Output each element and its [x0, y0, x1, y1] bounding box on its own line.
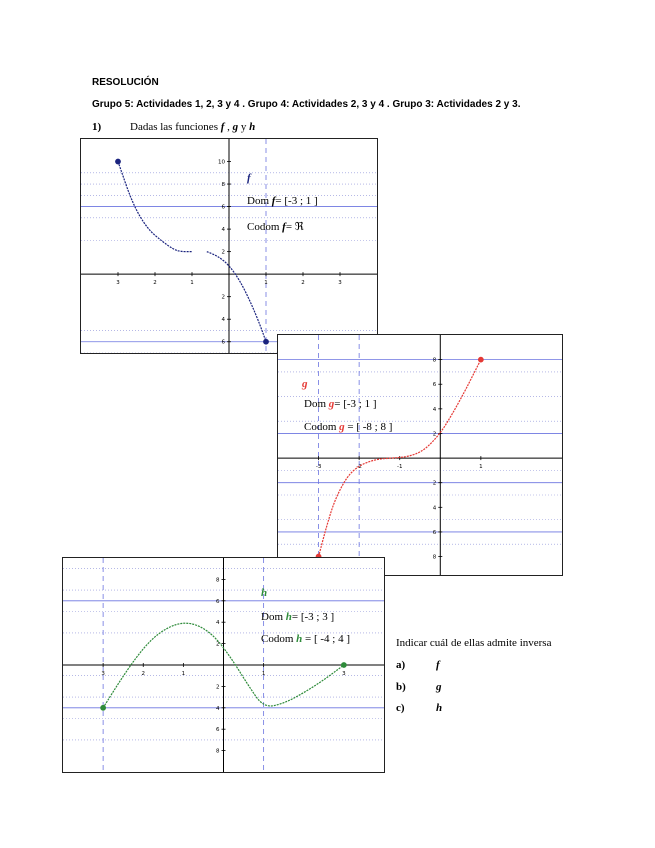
- graph-g-panel: [277, 334, 563, 576]
- graph-h-panel: [62, 557, 385, 773]
- graph-f-name: f: [247, 172, 251, 184]
- graph-h-codom: Codom h = [ -4 ; 4 ]: [261, 633, 351, 645]
- question-text: Dadas las funciones: [130, 121, 221, 133]
- y-tick-label: 4: [432, 406, 437, 413]
- graph-h-plot: [63, 558, 384, 772]
- y-tick-label: 4: [221, 227, 225, 234]
- graph-f-panel: [80, 138, 378, 354]
- graph-f-codom: Codom f= ℜ: [247, 221, 304, 233]
- question-sep1: ,: [224, 121, 233, 133]
- x-tick-label: -1: [396, 464, 403, 471]
- inverse-question: Indicar cuál de ellas admite inversa: [396, 637, 552, 649]
- x-tick-label: 1: [479, 464, 483, 471]
- curve-endpoint: [478, 357, 483, 362]
- question-h: h: [249, 121, 256, 133]
- graph-g-name: g: [302, 378, 308, 390]
- graph-h-dom: Dom h= [-3 ; 3 ]: [261, 611, 335, 623]
- y-tick-label: 8: [432, 554, 437, 561]
- groups-line: Grupo 5: Actividades 1, 2, 3 y 4 . Grupo 4: Actividades 2, 3 y 4 . Grupo 3: Actividades 2 y 3.: [92, 99, 521, 110]
- y-tick-label: 8: [216, 748, 220, 755]
- x-tick-label: -3: [315, 464, 322, 471]
- question-sep2: y: [238, 121, 250, 133]
- y-tick-label: 2: [432, 480, 437, 487]
- y-tick-label: 2: [216, 684, 220, 691]
- x-tick-label: -2: [356, 464, 362, 471]
- question-line: [92, 121, 255, 133]
- x-tick-label: 3: [342, 671, 346, 677]
- y-tick-label: 2: [221, 249, 225, 256]
- curve-endpoint: [264, 339, 269, 344]
- curve-endpoint: [341, 663, 346, 668]
- option-a: a) f: [396, 659, 440, 671]
- y-tick-label: 6: [216, 598, 220, 605]
- curve-endpoint: [116, 159, 121, 164]
- resolution-title: RESOLUCIÓN: [92, 77, 159, 88]
- x-tick-label: 1: [181, 671, 186, 677]
- y-tick-label: 10: [218, 159, 225, 166]
- x-tick-label: 1: [264, 280, 268, 287]
- y-tick-label: 4: [216, 620, 220, 627]
- curve-endpoint: [101, 705, 106, 710]
- graph-g-codom: Codom g = [ -8 ; 8 ]: [304, 421, 393, 433]
- question-number: 1): [92, 121, 102, 133]
- option-b: b) g: [396, 681, 442, 693]
- y-tick-label: 6: [221, 339, 225, 346]
- y-tick-label: 4: [221, 317, 225, 324]
- y-tick-label: 8: [221, 182, 225, 189]
- x-tick-label: 3: [338, 280, 342, 287]
- graph-f-plot: [81, 139, 377, 353]
- graph-g-plot: [278, 335, 562, 575]
- question-g: g: [232, 121, 239, 133]
- graph-g-dom: Dom g= [-3 ; 1 ]: [304, 398, 377, 410]
- y-tick-label: 8: [432, 357, 437, 364]
- x-tick-label: 1: [261, 671, 266, 677]
- y-tick-label: 4: [216, 705, 220, 712]
- y-tick-label: 8: [216, 577, 220, 584]
- y-tick-label: 2: [432, 431, 437, 438]
- x-tick-label: 1: [190, 280, 194, 287]
- question-f: f: [220, 121, 225, 133]
- graph-h-name: h: [261, 587, 268, 599]
- graph-f-dom: Dom f= [-3 ; 1 ]: [247, 195, 318, 207]
- y-tick-label: 6: [432, 529, 437, 536]
- x-tick-label: 2: [153, 280, 157, 287]
- y-tick-label: 6: [216, 727, 220, 734]
- function-curve: [207, 249, 266, 342]
- option-c: c) h: [396, 702, 443, 714]
- y-tick-label: 2: [216, 641, 220, 648]
- x-tick-label: 2: [141, 671, 145, 677]
- x-tick-label: 2: [301, 280, 305, 287]
- y-tick-label: 4: [432, 505, 437, 512]
- x-tick-label: 3: [101, 671, 105, 677]
- y-tick-label: 6: [432, 382, 437, 389]
- y-tick-label: 6: [221, 204, 225, 211]
- x-tick-label: 3: [116, 280, 120, 287]
- y-tick-label: 2: [221, 294, 225, 301]
